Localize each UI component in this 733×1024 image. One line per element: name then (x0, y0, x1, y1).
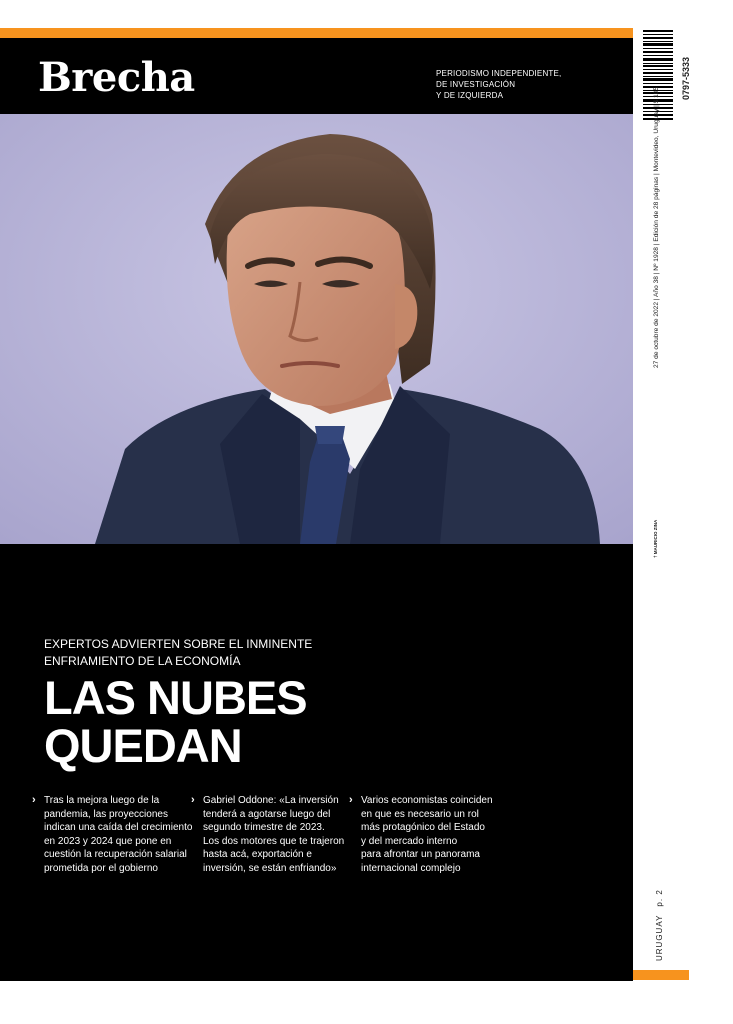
teaser-line: pandemia, las proyecciones (44, 808, 168, 820)
teaser-text (361, 794, 503, 875)
section-label (655, 889, 664, 961)
teaser-line: en que es necesario un rol (361, 808, 479, 820)
bottom-accent-stripe (633, 970, 689, 980)
teaser-line: internacional complejo (361, 862, 461, 874)
teaser-line: segundo trimestre de 2023. (203, 822, 325, 833)
teaser-line: más protagónico del Estado (361, 822, 485, 833)
tagline-line: Y DE IZQUIERDA (436, 91, 504, 100)
teaser-text (44, 794, 193, 875)
teaser-line: Gabriel Oddone: «La inversión (203, 795, 339, 806)
portrait-illustration (0, 114, 633, 544)
cover-photo (0, 114, 633, 544)
headline-line: LAS NUBES (44, 671, 307, 724)
headline-line: QUEDAN (44, 719, 242, 772)
teaser-line: y del mercado interno (361, 835, 458, 847)
tagline-line: PERIODISMO INDEPENDIENTE, (436, 69, 562, 78)
teaser-line: Tras la mejora luego de la (44, 795, 160, 806)
kicker-line: EXPERTOS ADVIERTEN SOBRE EL INMINENTE (44, 637, 313, 651)
chevron-right-icon: › (191, 794, 195, 806)
chevron-right-icon: › (349, 794, 353, 806)
teaser-line: Los dos motores que te trajeron (203, 835, 345, 847)
section-name: URUGUAY (655, 914, 664, 961)
page-reference: p. 2 (655, 889, 664, 907)
masthead-tagline (436, 68, 606, 101)
masthead (0, 38, 633, 114)
kicker-line: ENFRIAMIENTO DE LA ECONOMÍA (44, 654, 241, 668)
teaser-line: Varios economistas coinciden (361, 795, 493, 806)
edition-info: 27 de octubre de 2022 | Año 38 | Nº 1928 | Edición de 28 páginas | Montevideo, Uruguay | $ 105 (653, 86, 660, 368)
top-accent-stripe (0, 28, 633, 38)
teaser-text (203, 794, 345, 875)
teaser-line: para afrontar un panorama (361, 849, 480, 860)
teaser-list (32, 794, 552, 884)
issn-number: 0797-5333 (681, 56, 691, 100)
teaser-line: indican una caída del crecimiento (44, 822, 193, 833)
teaser-line: prometida por el gobierno (44, 862, 158, 874)
teaser-line: tenderá a agotarse luego del (203, 808, 331, 820)
cover-story-panel (0, 544, 633, 981)
cover-sidebar (633, 28, 733, 978)
story-kicker (44, 636, 364, 670)
teaser-line: en 2023 y 2024 que pone en (44, 835, 172, 847)
teaser-line: cuestión la recuperación salarial (44, 849, 187, 860)
story-headline[interactable] (44, 671, 444, 772)
tagline-line: DE INVESTIGACIÓN (436, 80, 516, 89)
teaser-line: inversión, se están enfriando» (203, 862, 337, 874)
brecha-logo[interactable]: Brecha (38, 54, 195, 101)
photo-credit: † MAURICIO ZINA (653, 519, 658, 558)
teaser-line: hasta acá, exportación e (203, 849, 312, 860)
chevron-right-icon: › (32, 794, 36, 806)
